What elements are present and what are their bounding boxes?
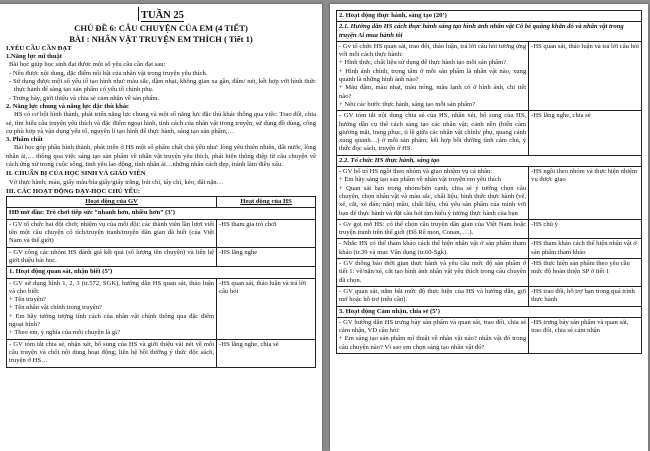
table-header-row [7, 197, 316, 208]
table-row [7, 267, 316, 278]
teacher-cell: - GV bố trí HS ngồi theo nhóm và giao nhiệm vụ cá nhân: + Em hãy sáng tạo sản phẩm về nhân vật truyện em yêu thích + Quan sát bạn trong nhóm/bên cạnh, chia sẻ ý tưởng chọn câu chuyện, chọn nhân vật và màu sắc, chất liệu, hình thức thực hành (vẽ, xé, cắt, xé dán; nặn) mâu, chất liệu, chủ yếu sản phẩm của mình với bạn để thực hành và đặt câu hỏi tìm hiểu ý tưởng thực hành của bạn [337, 167, 529, 220]
table-row [337, 111, 642, 155]
student-cell: -HS trao đổi, hỗ trợ bạn trong quá trình thực hành [529, 286, 642, 306]
teacher-cell: - GV hướng dẫn HS trưng bày sản phẩm và quan sát, trao đổi, chia sẻ cảm nhận, VD câu hỏi: + Em sáng tạo sản phẩm mĩ thuật về nhân vật nào? nhân vật đó trong câu chuyện nào? Vì sao em chọn sáng tạo nhân vật đó? [337, 317, 529, 353]
topic-title: CHỦ ĐỀ 6: CÂU CHUYỆN CỦA EM (4 TIẾT) [74, 23, 248, 34]
subsection-qualities: 3. Phẩm chất [6, 136, 43, 144]
subsection-row-organize: 2.2. Tổ chức HS thực hành, sáng tạo [337, 155, 642, 166]
table-row [337, 167, 642, 220]
table-row [337, 41, 642, 110]
student-cell: -HS tham khảo cách thể hiện nhân vật ở sản phẩm tham khảo [529, 239, 642, 259]
column-header-teacher: Hoạt động của GV [7, 197, 217, 208]
section-row-observe: 1. Hoạt động quan sát, nhận biết (5’) [7, 267, 316, 278]
subsection-general-competence: 2. Năng lực chung và năng lực đặc thù khác [6, 102, 129, 110]
cursor-bar [138, 7, 139, 21]
student-cell: -HS thực hiện sản phẩm theo yêu cầu mức độ hoàn thiện SP ở tiết 1 [529, 259, 642, 287]
table-row [337, 239, 642, 259]
table-row [337, 317, 642, 353]
teacher-cell: - Gv tổ chức HS quan sát, trao đổi, thảo luận, trả lời câu hỏi tương ứng với mỗi cách thực hành: + Hình thức, chất liệu sử dụng để thực hành tạo mỗi sản phẩm? + Hình ảnh chính, trọng tâm ở mỗi sản phẩm là nhân vật nào, xung quanh là những hình ảnh nào? + Màu đậm, màu nhạt, màu nóng, màu lạnh có ở hình ảnh, chi tiết nào? + Nêu các bước thực hành, sáng tạo mỗi sản phẩm? [337, 41, 529, 110]
teacher-cell: - GV tóm tắt nội dung chia sẻ của HS, nhận xét, bổ sung của HS, hướng dẫn cụ thể cách sáng tạo các nhân vật; cảnh nền (biến cảm giương mặt, trang phục, tỉ lệ giữa các nhân vật chính/ phụ, quang cảnh xung quanh…) ở mỗi sản phẩm; kết hợp bồi dưỡng tình cảm chú, ý thức đọc sách, truyện ở HS. [337, 111, 529, 155]
table-row [337, 259, 642, 287]
student-cell: -HS lắng nghe, chia sẻ [217, 339, 316, 367]
student-cell: -HS ngồi theo nhóm và thực hiện nhiệm vụ được giao [529, 167, 642, 220]
activities-table [6, 196, 316, 367]
table-row [7, 208, 316, 219]
student-cell: -HS lắng nghe, chia sẻ [529, 111, 642, 155]
table-row [7, 247, 316, 267]
table-row [337, 219, 642, 239]
paragraph: HS có cơ hội hình thành, phát triển năng lực chung và một số năng lực đặc thù khác thông qua việc: Trao đổi, chia sẻ, tìm hiểu câu truyện yêu thích và đặc điểm ngoại hình, tính cách của nhân vật trong truyện, sử dụng đồ dùng, công cụ phù hợp và vận dụng yếu tố, nguyên lí tạo hình để thực hành, sáng tạo sản phẩm,… [6, 111, 316, 135]
teacher-cell: - GV sử dụng hình 1, 2, 3 (tr.572, SGK), hướng dẫn HS quan sát, thảo luận và cho biết: + Tên truyện? + Tên nhân vật chính trong truyện? + Em hãy tưởng tượng tính cách của nhân vật chính thông qua đặc điểm ngoại hình? + Theo em, ý nghĩa của mỗi chuyện là gì? [7, 278, 217, 339]
table-row [7, 339, 316, 367]
document-page-right [330, 4, 648, 451]
subsection-art-competence: 1.Năng lực mĩ thuật [6, 53, 62, 61]
teacher-cell: - GV quan sát, nắm bắt mức độ thực hiện của HS và hướng dẫn, gợi mở hoặc hỗ trợ (nếu cần). [337, 286, 529, 306]
student-cell: -HS quan sát, thảo luận và trả lời câu hỏi [217, 278, 316, 339]
teacher-cell: - GV tóm tắt chia sẻ, nhận xét, bổ sung của HS và giới thiệu vài nét về mỗi câu truyện và chốt nội dung hoạt động; liên hệ bồi dưỡng ý thức độc sách, truyện ở HS… [7, 339, 217, 367]
teacher-cell: - GV công các nhóm HS đánh giá kết quả (số lượng tên chuyện) và liên hệ giới thiệu bài học. [7, 247, 217, 267]
section-activities: III. CÁC HOẠT ĐỘNG DẠY-HỌC CHỦ YẾU: [6, 187, 141, 195]
section-row-warmup: HĐ mở đầu: Trò chơi tiếp sức “nhanh hơn, nhiều hơn” (3’) [7, 208, 316, 219]
table-row [337, 155, 642, 166]
activities-table-continued [336, 10, 642, 354]
paragraph: Vở thực hành; màu, giấy màu/bìa giấy/giấy trắng, bút chì, tẩy chì, kéo, đất nặn… [9, 178, 224, 186]
student-cell: -HS trưng bày sản phẩm và quan sát, trao đổi, chia sẻ cảm nhận [529, 317, 642, 353]
table-row [7, 219, 316, 247]
table-row [337, 306, 642, 317]
bullet-item: - Nêu được nội dung, đặc điểm nổi bật của nhân vật trong truyện yêu thích. [9, 69, 208, 77]
section-requirements: I.YÊU CẦU CẦN ĐẠT [6, 44, 72, 52]
bullet-item: - Trưng bày, giới thiệu và chia sẻ cảm nhận về sản phẩm. [9, 94, 160, 102]
paragraph: Bài học giúp học sinh đạt được một số yêu cầu cần đạt sau: [9, 61, 166, 69]
student-cell: -HS tham gia trò chơi [217, 219, 316, 247]
bullet-item: - Sử dụng được một số yếu tố tạo hình như: màu sắc, đậm nhạt, không gian xa gần, đấm/ nét, kết hợp với hình thức thực hành để sáng tạo sản phẩm có yếu tố chính phụ. [9, 78, 316, 94]
table-row [337, 286, 642, 306]
table-row [337, 22, 642, 42]
paragraph: Bài học góp phần hình thành, phát triển ở HS một số phẩm chất chủ yếu như: lòng yêu thiên nhiên, đất nước, lòng nhân ái,… thông qua việc sáng tạo sản phẩm về nhân vật truyện yêu thích, phát hiện thông điệp từ câu chuyện về cách ứng xử trong cuộc sống, tinh yêu lao động, tính nhân ái…những nhân cách đẹp, tránh làm điều xấu. [6, 144, 316, 168]
column-header-student: Hoạt động của HS [217, 197, 316, 208]
document-page-left [0, 4, 322, 451]
teacher-cell: - GV thông báo thời gian thực hành và yêu cầu mức độ sản phẩm ở tiết 1: vẽ/nặn/xé, cắt tạo hình ảnh nhân vật yêu thích trong câu chuyện đã chọn. [337, 259, 529, 287]
teacher-cell: - Gv gọi mỗ HS: có thể chọn câu truyện dân gian của Việt Nam hoặc truyện tranh trên thế giới (Đồ Rê mon, Conan, …). [337, 219, 529, 239]
student-cell: -HS quan sát, thảo luận và trả lời câu hỏi [529, 41, 642, 110]
subsection-row-guide: 2.1. Hướng dẫn HS cách thực hành sáng tạo hình ảnh nhân vật Cô bé quàng khăn đỏ và nhân vật trong truyện Ai mua hành tôi [337, 22, 642, 42]
student-cell: -HS lắng nghe [217, 247, 316, 267]
section-row-share: 3. Hoạt động Cảm nhận, chia sẻ (5’) [337, 306, 642, 317]
student-cell: -HS chú ý [529, 219, 642, 239]
section-preparation: II. CHUẨN BỊ CỦA HỌC SINH VÀ GIÁO VIÊN [6, 170, 146, 178]
lesson-title: BÀI : NHÂN VẬT TRUYỆN EM THÍCH ( Tiết 1) [69, 33, 253, 44]
teacher-cell: - GV tổ chức hai đội chơi; nhiệm vụ của mỗi đội: các thành viên lần lượt viết tên một câu chuyện cổ tích/truyện tranh/truyện dân gian đã biết (của Việt Nam và thế giới) [7, 219, 217, 247]
week-heading: TUẦN 25 [6, 7, 316, 22]
teacher-cell: - Nhắc HS có thể tham khảo cách thể hiện nhân vật ở sản phẩm tham khảo (tr.39 và mục Vận dụng (tr.60-Sgk). [337, 239, 529, 259]
section-row-practice: 2. Hoạt động thực hành, sáng tạo (20’) [337, 11, 642, 22]
table-row [7, 278, 316, 339]
table-row [337, 11, 642, 22]
